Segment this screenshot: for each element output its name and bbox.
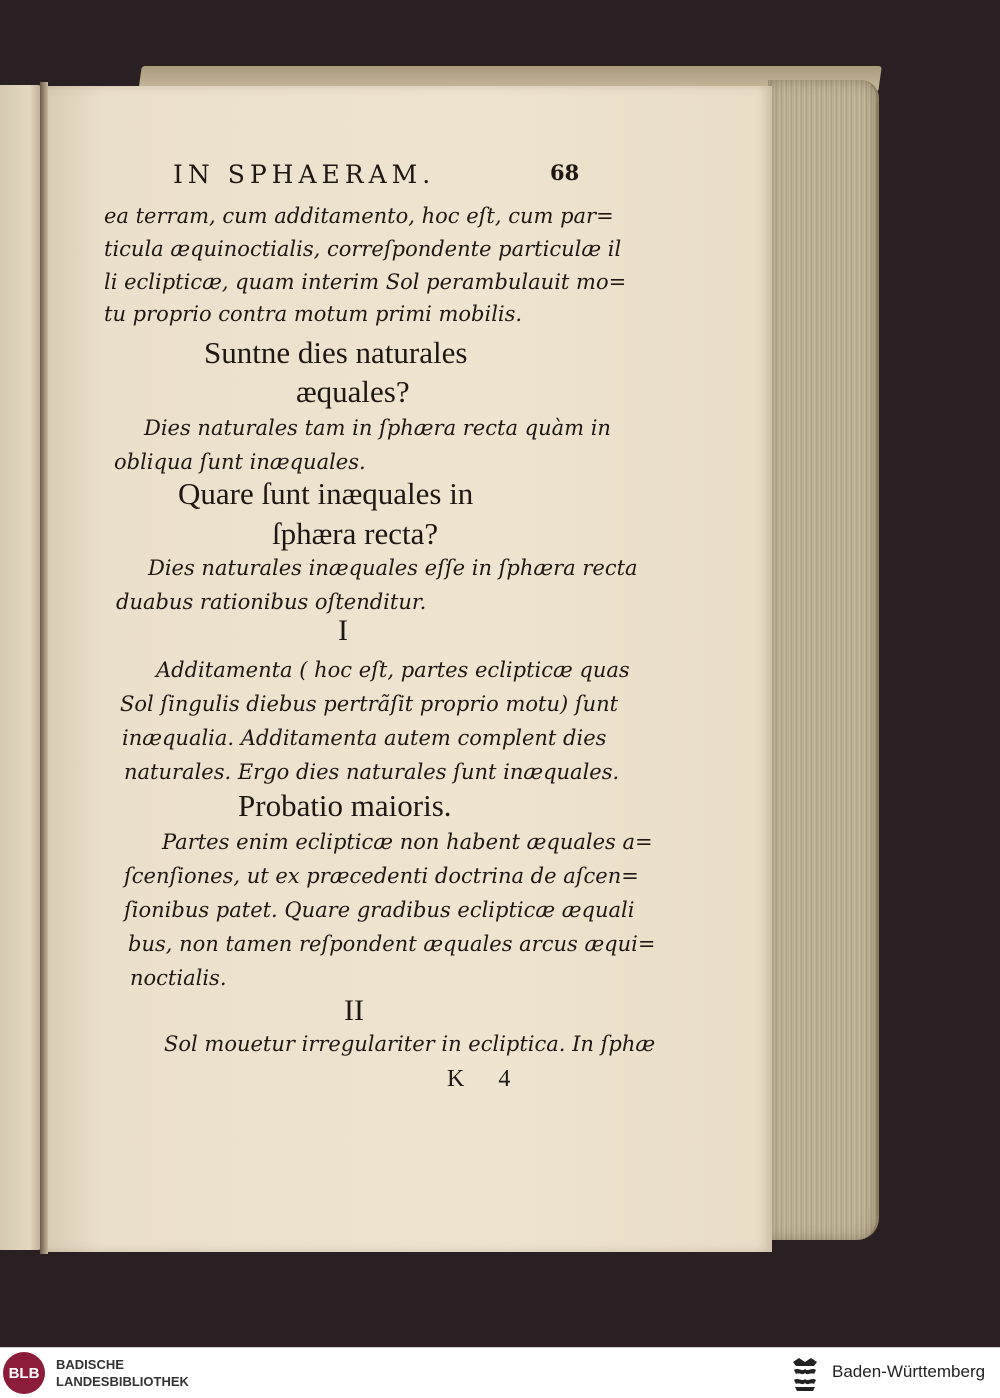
left-page-edge [0,85,42,1250]
book-gutter [40,82,48,1254]
text-line: obliqua ſunt inæquales. [114,450,366,474]
library-name-line1: BADISCHE [56,1357,124,1372]
library-name[interactable] [56,1356,189,1390]
section-heading: Probatio maioris. [238,788,452,823]
text-line: Additamenta ( hoc eſt, partes eclipticæ quas [156,658,630,682]
text-line: tu proprio contra motum primi mobilis. [104,302,523,326]
coat-of-arms-icon [790,1356,820,1392]
text-line: Partes enim eclipticæ non habent æquales a= [162,830,653,854]
text-line: ſcenſiones, ut ex præcedenti doctrina de aſcen= [124,864,639,888]
signature-mark: K 4 [447,1066,525,1092]
text-line: ea terram, cum additamento, hoc eſt, cum par= [104,204,614,228]
section-heading: æquales? [296,374,410,409]
text-line: inæqualia. Additamenta autem complent dies [122,726,607,750]
state-name[interactable]: Baden-Württemberg [832,1362,986,1381]
section-numeral: II [344,994,364,1027]
text-line: bus, non tamen reſpondent æquales arcus æqui= [128,932,656,956]
section-heading: ſphæra recta? [272,516,439,551]
text-line: ticula æquinoctialis, correſpondente particulæ il [104,237,622,261]
text-line: li eclipticæ, quam interim Sol perambulauit mo= [104,270,627,294]
text-line: Dies naturales inæquales eſſe in ſphæra recta [148,556,638,580]
text-line: duabus rationibus oſtenditur. [116,590,427,614]
blb-logo[interactable]: BLB [3,1352,45,1394]
text-line: Sol ſingulis diebus pertrãſit proprio motu) ſunt [120,692,619,716]
section-heading: Quare ſunt inæquales in [178,476,474,511]
folio-number: 68 [550,160,580,185]
footer-bar [0,1347,1000,1398]
text-line: Dies naturales tam in ſphæra recta quàm in [144,416,611,440]
text-line: Sol mouetur irregulariter in ecliptica. In ſphæ [164,1032,656,1056]
running-header: IN SPHAERAM. [173,160,436,189]
section-numeral: I [338,614,348,647]
book-fore-edge [768,80,879,1240]
text-line: naturales. Ergo dies naturales ſunt inæquales. [124,760,620,784]
text-line: ſionibus patet. Quare gradibus eclipticæ æquali [124,898,635,922]
library-name-line2: LANDESBIBLIOTHEK [56,1374,189,1389]
text-line: noctialis. [130,966,227,990]
section-heading: Suntne dies naturales [204,335,468,370]
